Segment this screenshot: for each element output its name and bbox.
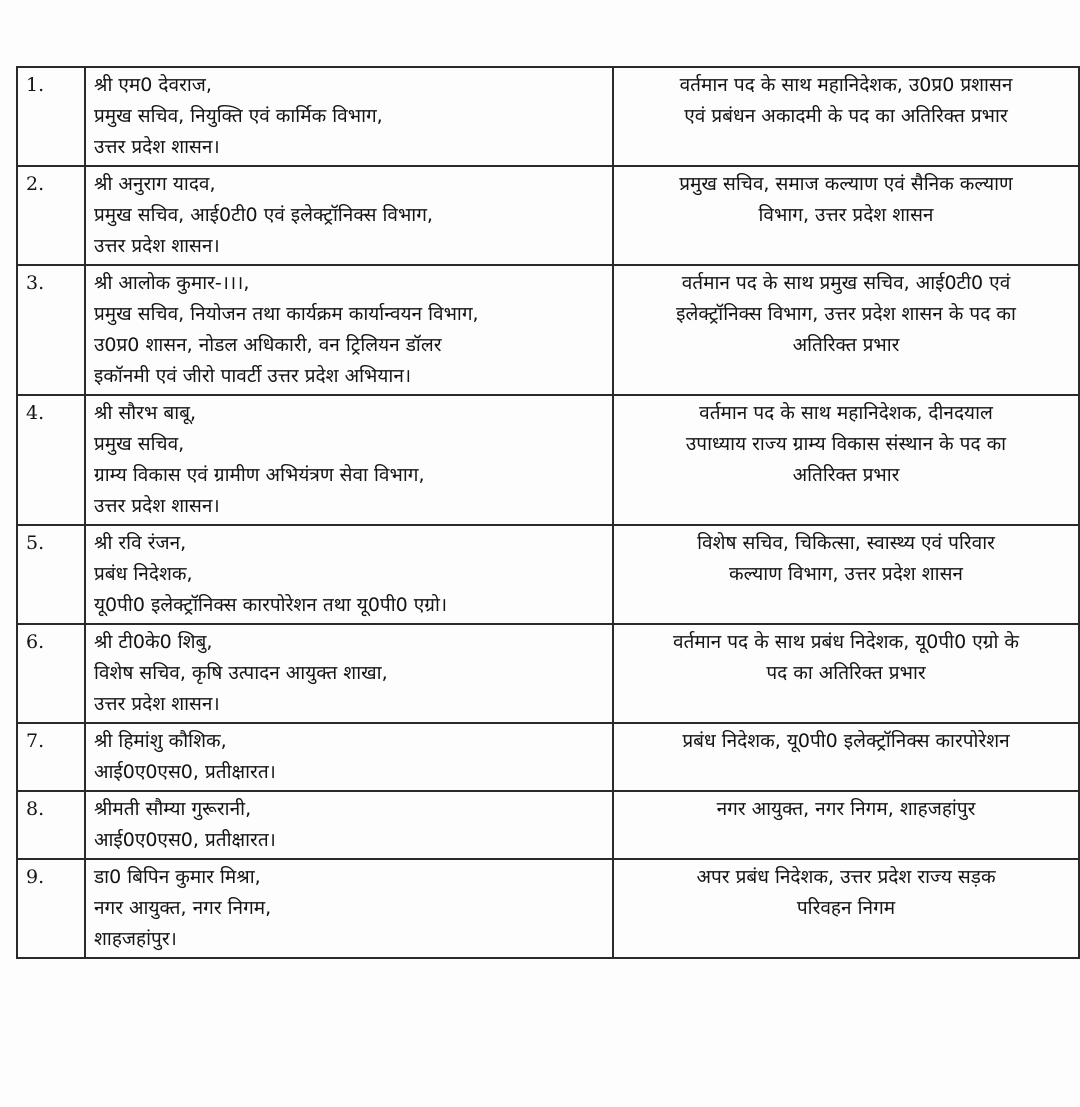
officer-line: उत्तर प्रदेश शासन। [94,235,220,257]
officer-line: प्रमुख सचिव, नियोजन तथा कार्यक्रम कार्यान्वयन विभाग, [94,303,479,325]
officer-details-cell [85,791,613,859]
officer-details-cell [85,395,613,525]
serial-number: 2. [17,166,85,265]
table-row [17,67,1079,166]
officer-line: उत्तर प्रदेश शासन। [94,136,220,158]
new-posting-cell [613,723,1079,791]
new-posting-cell [613,265,1079,395]
transfer-table [16,66,1080,959]
new-posting-cell [613,525,1079,624]
table-row [17,166,1079,265]
officer-line: उ0प्र0 शासन, नोडल अधिकारी, वन ट्रिलियन डॉलर [94,334,442,356]
officer-line: श्री सौरभ बाबू, [94,402,197,424]
table-row [17,859,1079,958]
officer-line: आई0ए0एस0, प्रतीक्षारत। [94,829,276,851]
officer-line: श्री रवि रंजन, [94,532,187,554]
table-row [17,395,1079,525]
posting-line: वर्तमान पद के साथ महानिदेशक, दीनदयाल [699,402,993,424]
table-row [17,525,1079,624]
posting-line: नगर आयुक्त, नगर निगम, शाहजहांपुर [716,798,976,820]
serial-number: 4. [17,395,85,525]
table-row [17,723,1079,791]
officer-line: नगर आयुक्त, नगर निगम, [94,897,272,919]
officer-line: इकॉनमी एवं जीरो पावर्टी उत्तर प्रदेश अभियान। [94,365,412,387]
officer-line: प्रबंध निदेशक, [94,563,193,585]
officer-line: आई0ए0एस0, प्रतीक्षारत। [94,761,276,783]
officer-details-cell [85,859,613,958]
posting-line: विशेष सचिव, चिकित्सा, स्वास्थ्य एवं परिवार [697,532,995,554]
serial-number: 9. [17,859,85,958]
officer-details-cell [85,723,613,791]
posting-line: अतिरिक्त प्रभार [792,334,900,356]
posting-line: कल्याण विभाग, उत्तर प्रदेश शासन [729,563,963,585]
posting-line: प्रबंध निदेशक, यू0पी0 इलेक्ट्रॉनिक्स कारपोरेशन [682,730,1010,752]
officer-details-cell [85,67,613,166]
serial-number: 5. [17,525,85,624]
posting-line: पद का अतिरिक्त प्रभार [766,662,926,684]
officer-details-cell [85,166,613,265]
officer-line: प्रमुख सचिव, नियुक्ति एवं कार्मिक विभाग, [94,105,383,127]
posting-line: एवं प्रबंधन अकादमी के पद का अतिरिक्त प्रभार [684,105,1008,127]
officer-line: श्री आलोक कुमार-।।।, [94,272,250,294]
posting-line: विभाग, उत्तर प्रदेश शासन [758,204,934,226]
new-posting-cell [613,859,1079,958]
officer-line: श्री एम0 देवराज, [94,74,212,96]
posting-line: वर्तमान पद के साथ प्रबंध निदेशक, यू0पी0 एग्रो के [672,631,1019,653]
new-posting-cell [613,624,1079,723]
new-posting-cell [613,395,1079,525]
serial-number: 6. [17,624,85,723]
officer-details-cell [85,624,613,723]
posting-line: परिवहन निगम [796,897,896,919]
table-row [17,791,1079,859]
officer-line: श्री टी0के0 शिबु, [94,631,213,653]
table-row [17,624,1079,723]
officer-line: प्रमुख सचिव, [94,433,185,455]
posting-line: वर्तमान पद के साथ महानिदेशक, उ0प्र0 प्रशासन [679,74,1013,96]
officer-line: श्रीमती सौम्या गुरूरानी, [94,798,252,820]
new-posting-cell [613,67,1079,166]
serial-number: 3. [17,265,85,395]
serial-number: 1. [17,67,85,166]
officer-line: शाहजहांपुर। [94,928,177,950]
officer-details-cell [85,265,613,395]
officer-line: प्रमुख सचिव, आई0टी0 एवं इलेक्ट्रॉनिक्स विभाग, [94,204,433,226]
officer-line: श्री अनुराग यादव, [94,173,216,195]
officer-line: उत्तर प्रदेश शासन। [94,495,220,517]
officer-line: विशेष सचिव, कृषि उत्पादन आयुक्त शाखा, [94,662,388,684]
new-posting-cell [613,791,1079,859]
officer-line: श्री हिमांशु कौशिक, [94,730,227,752]
table-row [17,265,1079,395]
officer-details-cell [85,525,613,624]
serial-number: 7. [17,723,85,791]
posting-line: वर्तमान पद के साथ प्रमुख सचिव, आई0टी0 एवं [681,272,1011,294]
transfer-table-body [17,67,1079,958]
posting-line: अपर प्रबंध निदेशक, उत्तर प्रदेश राज्य सड़क [696,866,996,888]
new-posting-cell [613,166,1079,265]
officer-line: यू0पी0 इलेक्ट्रॉनिक्स कारपोरेशन तथा यू0पी0 एग्रो। [94,594,448,616]
officer-line: ग्राम्य विकास एवं ग्रामीण अभियंत्रण सेवा विभाग, [94,464,425,486]
posting-line: प्रमुख सचिव, समाज कल्याण एवं सैनिक कल्याण [679,173,1013,195]
posting-line: उपाध्याय राज्य ग्राम्य विकास संस्थान के पद का [685,433,1007,455]
officer-line: उत्तर प्रदेश शासन। [94,693,220,715]
officer-line: डा0 बिपिन कुमार मिश्रा, [94,866,261,888]
posting-line: अतिरिक्त प्रभार [792,464,900,486]
posting-line: इलेक्ट्रॉनिक्स विभाग, उत्तर प्रदेश शासन के पद का [676,303,1016,325]
serial-number: 8. [17,791,85,859]
